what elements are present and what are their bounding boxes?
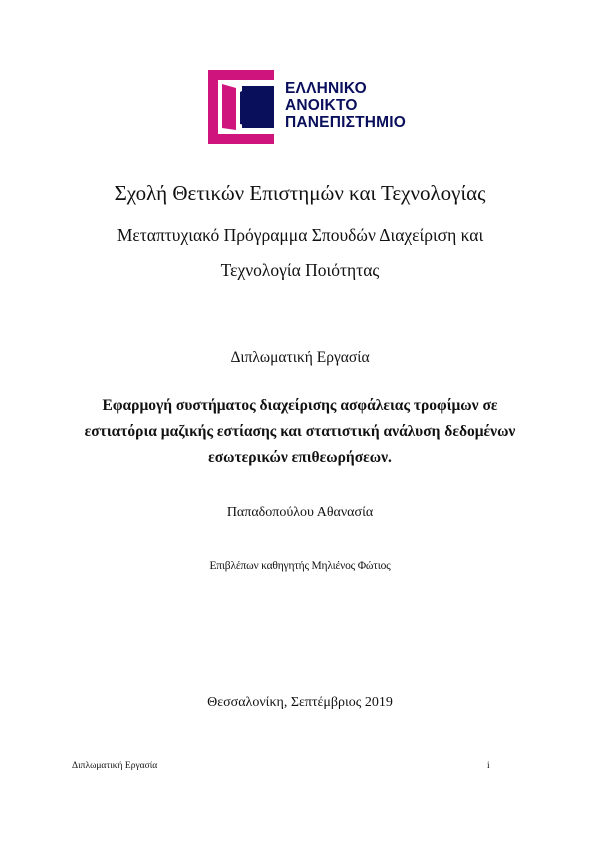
- thesis-title-line-1: Εφαρμογή συστήματος διαχείρισης ασφάλειας τροφίμων σε: [102, 397, 498, 414]
- program-name-line-1: Μεταπτυχιακό Πρόγραμμα Σπουδών Διαχείριση και: [116, 225, 484, 245]
- logo-wordmark: [285, 80, 406, 131]
- university-logo: [208, 70, 407, 144]
- thesis-title-line-2: εστιατόρια μαζικής εστίασης και στατιστική ανάλυση δεδομένων: [84, 423, 516, 440]
- logo-line-1: ΕΛΛΗΝΙΚΟ: [285, 80, 367, 97]
- author-name: Παπαδοπούλου Αθανασία: [226, 505, 374, 520]
- thesis-title-line-3: εσωτερικών επιθεωρήσεων.: [208, 449, 392, 466]
- place-and-date: Θεσσαλονίκη, Σεπτέμβριος 2019: [207, 695, 393, 710]
- logo-line-2: ΑΝΟΙΚΤΟ: [285, 97, 358, 114]
- supervisor-name: Επιβλέπων καθηγητής Μηλιένος Φώτιος: [209, 560, 391, 572]
- program-name-line-2: Τεχνολογία Ποιότητας: [220, 260, 380, 280]
- logo-line-3: ΠΑΝΕΠΙΣΤΗΜΙΟ: [285, 114, 407, 131]
- school-name: Σχολή Θετικών Επιστημών και Τεχνολογίας: [114, 181, 486, 205]
- page-number: i: [487, 761, 490, 771]
- thesis-title: [0, 393, 600, 471]
- document-type: Διπλωματική Εργασία: [230, 349, 370, 366]
- footer-label: Διπλωματική Εργασία: [72, 761, 158, 771]
- university-emblem-icon: [208, 70, 288, 144]
